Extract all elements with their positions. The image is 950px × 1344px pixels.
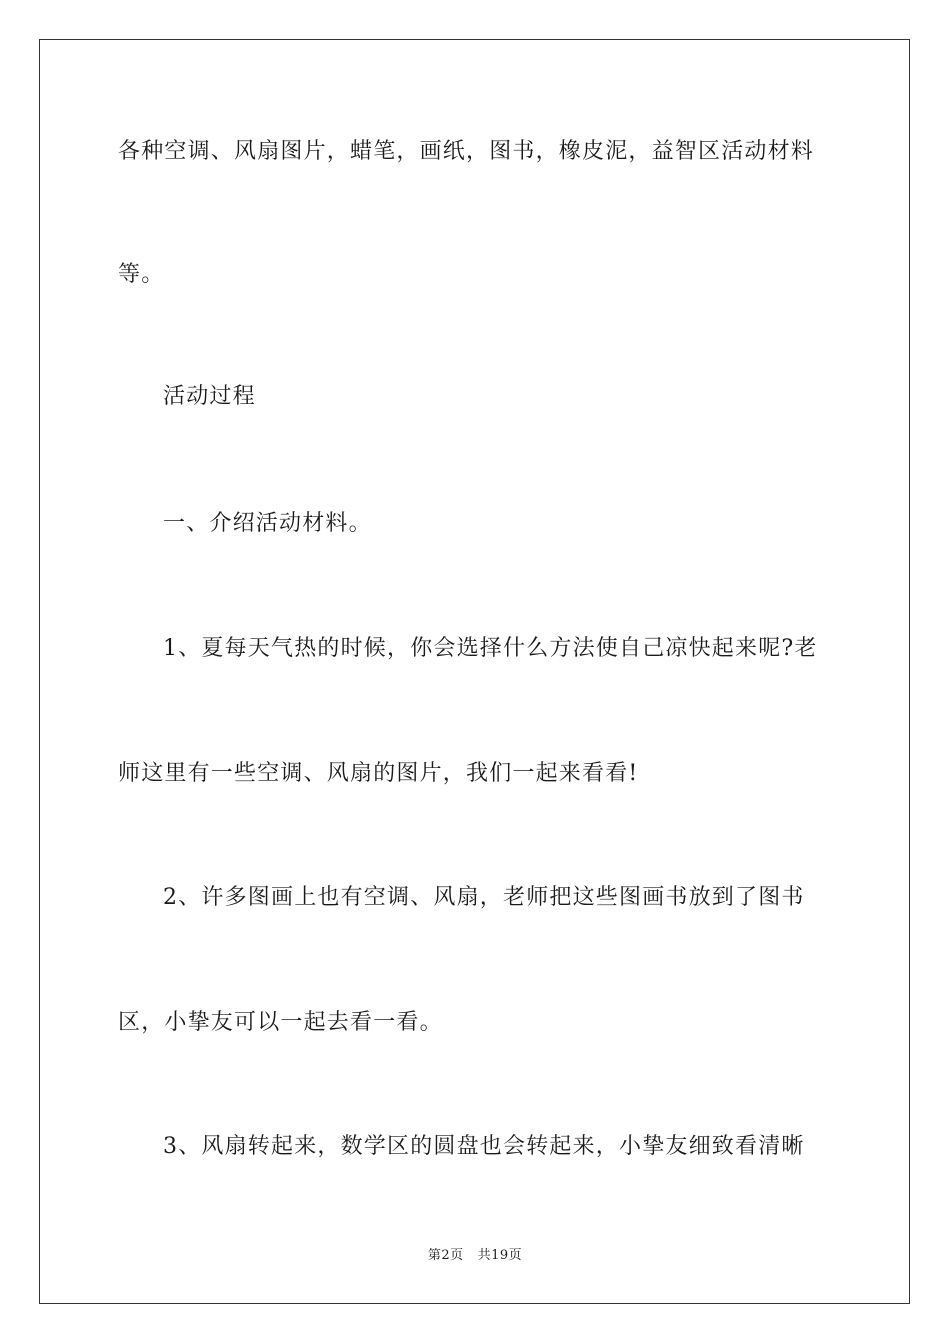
body-line-2: 等。 bbox=[118, 262, 165, 287]
paragraph-2-line-2: 区，小挚友可以一起去看一看。 bbox=[118, 1010, 443, 1035]
paragraph-1-line-1: 1、夏每天气热的时候，你会选择什么方法使自己凉快起来呢?老 bbox=[163, 636, 818, 661]
body-line-1: 各种空调、风扇图片，蜡笔，画纸，图书，橡皮泥，益智区活动材料 bbox=[118, 139, 815, 164]
paragraph-3-line-1: 3、风扇转起来，数学区的圆盘也会转起来，小挚友细致看清晰 bbox=[163, 1134, 805, 1159]
paragraph-1-line-2: 师这里有一些空调、风扇的图片，我们一起来看看! bbox=[118, 761, 639, 786]
step-heading: 一、介绍活动材料。 bbox=[163, 511, 372, 536]
section-heading: 活动过程 bbox=[163, 384, 256, 409]
paragraph-2-line-1: 2、许多图画上也有空调、风扇，老师把这些图画书放到了图书 bbox=[163, 885, 805, 910]
page-total: 共19页 bbox=[477, 1248, 523, 1263]
page-border bbox=[39, 39, 910, 1304]
page-footer bbox=[0, 1247, 950, 1265]
page-number: 第2页 bbox=[427, 1248, 464, 1263]
